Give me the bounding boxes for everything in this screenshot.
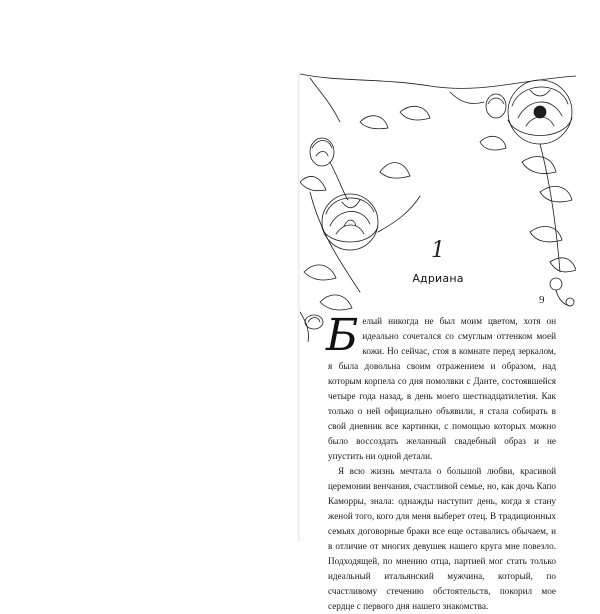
book-page [300, 72, 576, 611]
chapter-body [326, 310, 556, 614]
paragraph-1 [326, 310, 556, 464]
paragraph-2: Я всю жизнь мечтала о большой любви, красивой церемонии венчания, счастливой семье, но, как дочь Капо Каморры, знала: однажды наступит день, когда я стану женой того, кого для меня выберет отец. В традиционных семьях договорные браки все еще оставались обычаем, и в отличие от многих девушек нашего круга мне повезло. Подходящей, по мнению отца, партией мог стать только идеальный итальянский мужчина, который, по счастливому стечению обстоятельств, покорил мое сердце с первого дня нашего знакомства. [328, 466, 556, 611]
paragraph-1-text: елый никогда не был моим цветом, хотя он идеально сочетался со смуглым оттенком моей кожи. Но сейчас, стоя в комнате перед зеркалом, я была довольна своим отражением и образом, над которым корпела со дня помолвки с Данте, состоявшейся четыре года назад, в день моего шестнадцатилетия. Как только о ней официально объявили, я стала собирать в свой дневник все картинки, с помощью которых можно было воссоздать желанный свадебный образ и не упустить ни одной детали. [328, 316, 556, 461]
chapter-title: Адриана [412, 272, 464, 285]
page-number: 9 [539, 294, 545, 306]
chapter-number: 1 [431, 238, 445, 263]
drop-cap: Б [326, 310, 359, 361]
floral-illustration-icon [300, 72, 576, 342]
